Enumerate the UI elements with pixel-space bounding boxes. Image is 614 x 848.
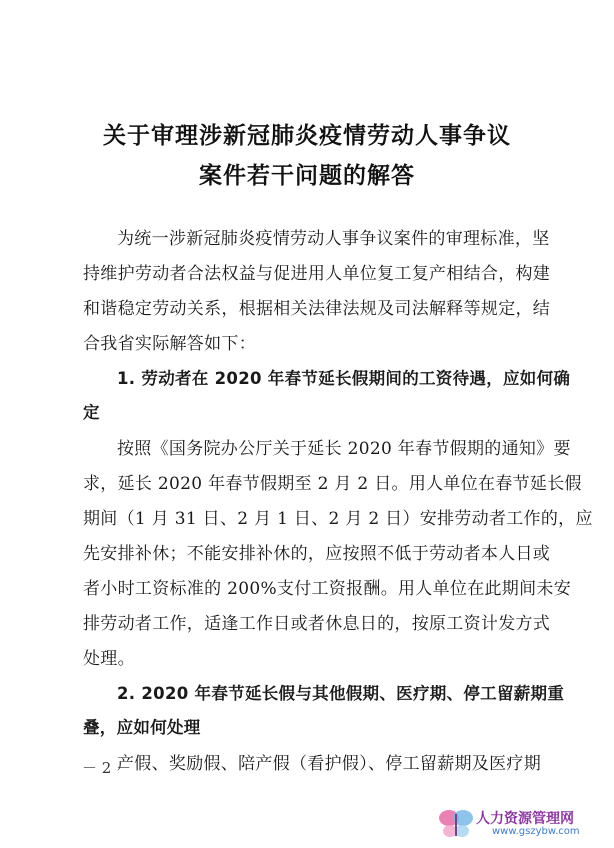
page-number: － 2 － [82, 759, 132, 777]
butterfly-logo-icon [436, 806, 476, 842]
section-heading-2: 2. 2020 年春节延长假与其他假期、医疗期、停工留薪期重 [117, 684, 565, 703]
document-title-line-1: 关于审理涉新冠肺炎疫情劳动人事争议 [103, 122, 511, 149]
document-title-line-2: 案件若干问题的解答 [199, 162, 415, 189]
body-line-7: 按照《国务院办公厅关于延长 2020 年春节假期的通知》要 [117, 439, 571, 459]
body-line-12: 排劳动者工作，适逢工作日或者休息日的，按原工资计发方式 [83, 614, 551, 634]
watermark [436, 806, 606, 842]
body-line-8: 求，延长 2020 年春节假期至 2 月 2 日。用人单位在春节延长假 [83, 474, 582, 494]
section-heading-1-cont: 定 [83, 403, 100, 422]
watermark-text: 人力资源管理网 [476, 811, 574, 827]
body-line-4: 合我省实际解答如下： [83, 334, 256, 354]
section-heading-1: 1. 劳动者在 2020 年春节延长假期间的工资待遇，应如何确 [117, 369, 571, 388]
section-heading-2-cont: 叠，应如何处理 [83, 718, 201, 737]
body-line-16: 产假、奖励假、陪产假（看护假）、停工留薪期及医疗期 [117, 754, 541, 774]
body-line-9: 期间（1 月 31 日、2 月 1 日、2 月 2 日）安排劳动者工作的，应 [83, 509, 593, 529]
body-line-10: 先安排补休；不能安排补休的，应按照不低于劳动者本人日或 [83, 544, 551, 564]
body-line-1: 为统一涉新冠肺炎疫情劳动人事争议案件的审理标准，坚 [117, 229, 550, 249]
body-line-3: 和谐稳定劳动关系，根据相关法律法规及司法解释等规定，结 [83, 299, 551, 319]
watermark-url[interactable]: www.gszybw.com [492, 826, 580, 837]
body-line-13: 处理。 [83, 649, 135, 669]
body-line-2: 持维护劳动者合法权益与促进用人单位复工复产相结合，构建 [83, 264, 551, 284]
body-line-11: 者小时工资标准的 200%支付工资报酬。用人单位在此期间未安 [83, 579, 572, 599]
